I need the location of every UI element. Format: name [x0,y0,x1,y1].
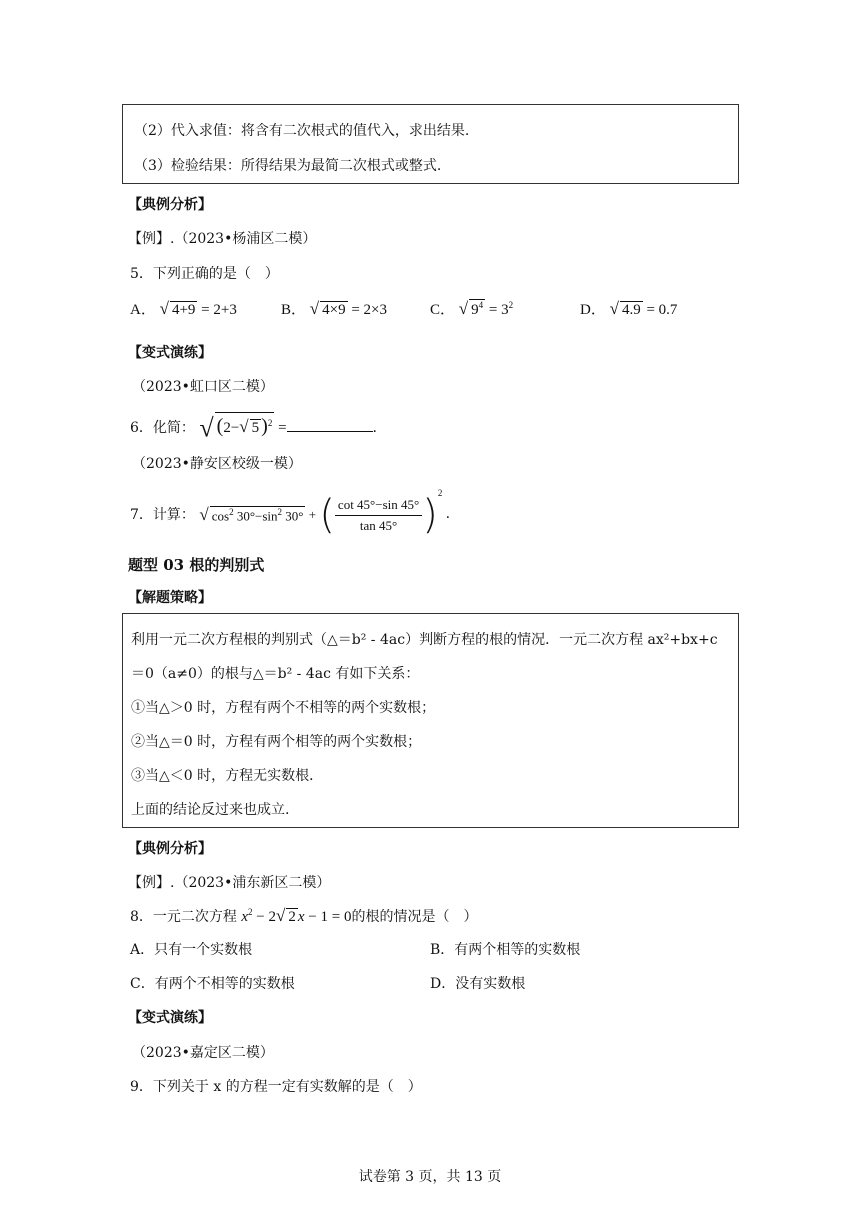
question-8-prefix: 8．一元二次方程 [130,909,237,925]
question-8-suffix: 的根的情况是（ ） [351,909,478,925]
example-source-2: 【例】.（2023•浦东新区二模） [128,875,331,891]
answer-blank[interactable] [287,417,373,432]
strategy-line-3: ①当△＞0 时，方程有两个不相等的两个实数根； [131,700,436,716]
question-6-prefix: 6．化简： [130,420,195,436]
q8-option-b: B．有两个相等的实数根 [430,942,581,958]
q8-option-c: C．有两个不相等的实数根 [130,976,295,992]
method-step-3: （3）检验结果：所得结果为最简二次根式或整式. [134,158,442,174]
q8-option-d: D．没有实数根 [430,976,526,992]
strategy-line-2: ＝0（a≠0）的根与△＝b² - 4ac 有如下关系： [131,666,420,682]
q5-option-d-expr: √ 4.9 = 0.7 [609,299,678,318]
example-header-2: 【典例分析】 [128,841,212,857]
q5-option-a-label: A． [130,302,156,318]
q5-option-c-expr: √ $9^4 = 3^2$ [458,299,514,318]
q5-option-a [130,298,237,319]
question-7-source: （2023•静安区校级一模） [132,456,302,472]
question-6-end: . [372,420,377,436]
q5-option-b [281,298,387,319]
example-header: 【典例分析】 [128,197,212,213]
question-6 [130,412,377,444]
q5-option-b-label: B． [281,302,307,318]
question-7 [130,488,450,538]
section-title: 题型 03 根的判别式 [128,556,265,574]
question-7-end: . [445,506,451,522]
strategy-line-5: ③当△＜0 时，方程无实数根． [131,768,324,784]
q5-option-d-label: D． [580,302,606,318]
question-7-expr: √ $\cos^2 30^\circ-\sin^2$ 30° + ( $\frac{\cot 45^\circ-\sin 45^\circ}{\tan 45^\circ}$ )$^2$ [199,488,443,539]
question-5-stem: 5．下列正确的是（ ） [130,266,279,282]
page-footer: 试卷第 3 页，共 13 页 [358,1169,502,1185]
question-6-source: （2023•虹口区二模） [132,379,274,395]
q5-option-b-expr: √ 4×9 = 2×3 [309,299,387,318]
strategy-line-6: 上面的结论反过来也成立. [131,802,290,818]
question-9-stem: 9．下列关于 x 的方程一定有实数解的是（ ） [130,1079,422,1095]
question-6-expr: √ (2−√ 5 )$^2$ = [199,413,287,443]
q8-option-a: A．只有一个实数根 [130,942,253,958]
question-8-equation: $x^2 - 2√$ 2 x − 1 = 0 [241,906,352,925]
question-7-prefix: 7．计算： [130,507,195,523]
q5-option-c [430,298,513,319]
q5-option-a-expr: √ 4+9 = 2+3 [159,299,237,318]
method-step-2: （2）代入求值：将含有二次根式的值代入，求出结果. [134,123,470,139]
question-9-source: （2023•嘉定区二模） [132,1045,274,1061]
strategy-line-4: ②当△＝0 时，方程有两个相等的两个实数根； [131,734,422,750]
variant-header: 【变式演练】 [128,345,212,361]
question-8-stem [130,906,477,926]
q5-option-d [580,298,677,319]
strategy-header: 【解题策略】 [128,590,212,606]
q5-option-c-label: C． [430,302,456,318]
example-source: 【例】.（2023•杨浦区二模） [128,231,317,247]
variant-header-2: 【变式演练】 [128,1010,212,1026]
strategy-line-1: 利用一元二次方程根的判别式（△＝b² - 4ac）判断方程的根的情况．一元二次方程 ax²+bx+c [131,632,718,648]
